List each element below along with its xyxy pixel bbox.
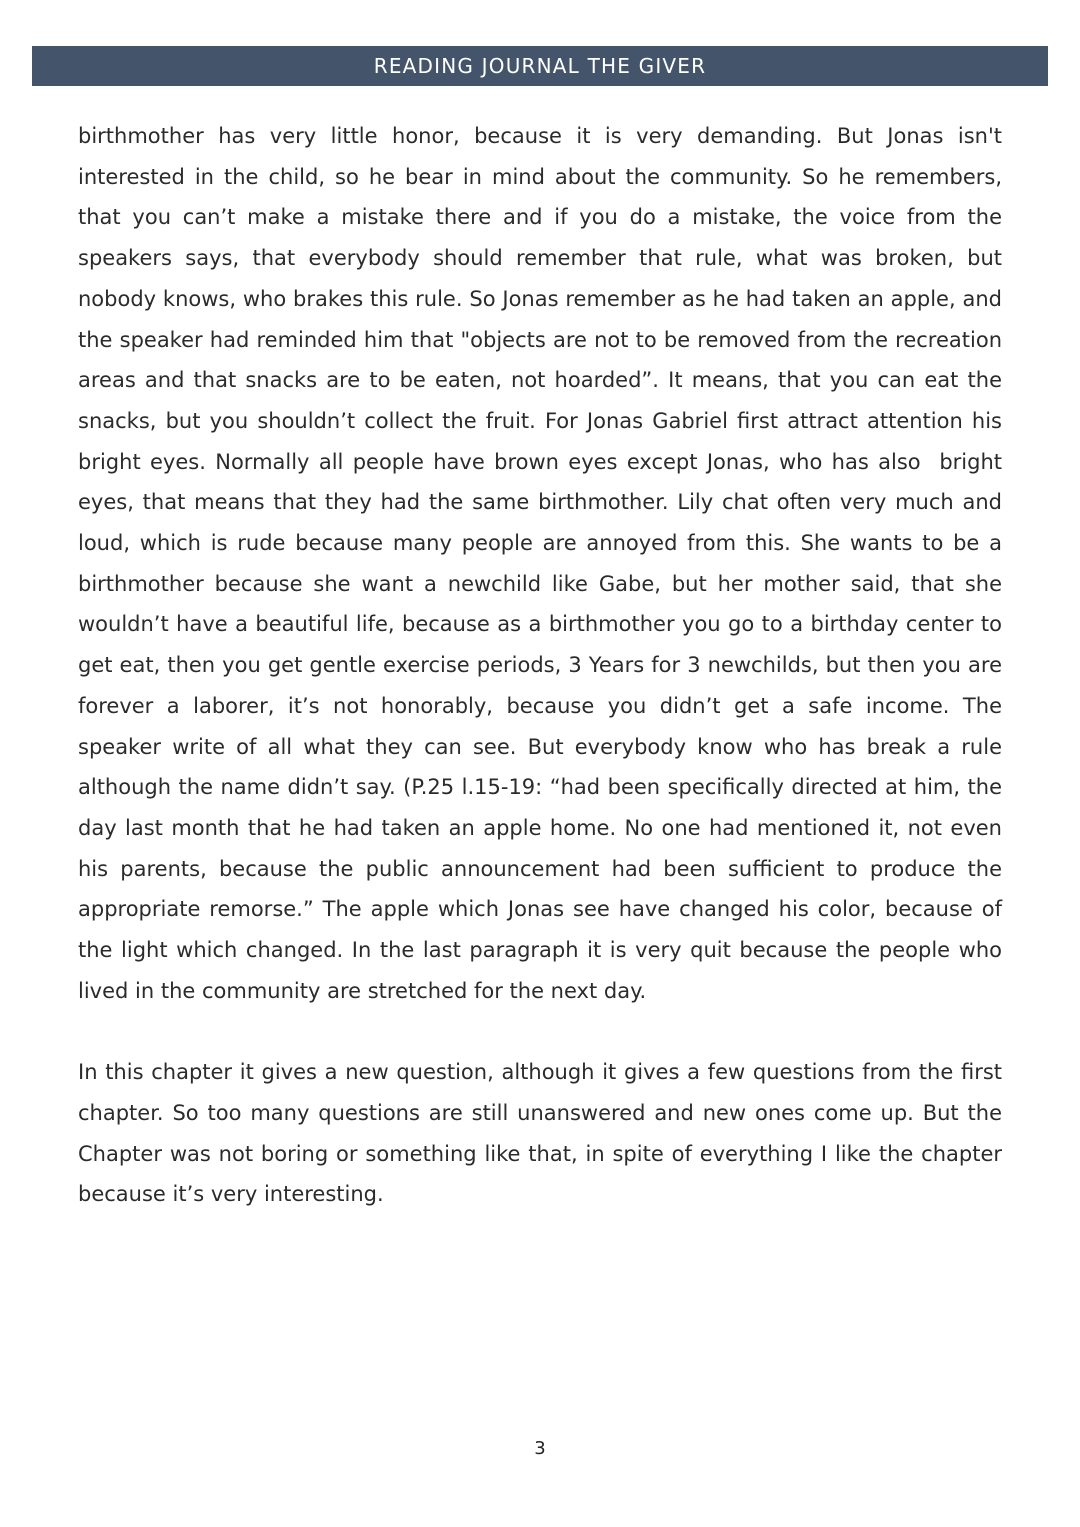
journal-body xyxy=(78,116,1016,1215)
header-bar xyxy=(32,46,1048,86)
document-title: READING JOURNAL THE GIVER xyxy=(373,54,707,78)
body-paragraph-2: In this chapter it gives a new question, although it gives a few questions from the first chapter. So too many questions are still unanswered and new ones come up. But the Chapter was not boring or something like that, in spite of everything I like the chapter because it’s very interesting. xyxy=(78,1060,1009,1207)
body-paragraph-1: birthmother has very little honor, because it is very demanding. But Jonas isn't interested in the child, so he bear in mind about the community. So he remembers, that you can’t make a mistake there and if you do a mistake, the voice from the speakers says, that everybody should remember that rule, what was broken, but nobody knows, who brakes this rule. So Jonas remember as he had taken an apple, and the speaker had reminded him that "objects are not to be removed from the recreation areas and that snacks are to be eaten, not hoarded”. It means, that you can eat the snacks, but you shouldn’t collect the fruit. For Jonas Gabriel first attract attention his bright eyes. Normally all people have brown eyes except Jonas, who has also bright eyes, that means that they had the same birthmother. Lily chat often very much and loud, which is rude because many people are annoyed from this. She wants to be a birthmother because she want a newchild like Gabe, but her mother said, that she wouldn’t have a beautiful life, because as a birthmother you go to a birthday center to get eat, then you get gentle exercise periods, 3 Years for 3 newchilds, but then you are forever a laborer, it’s not honorably, because you didn’t get a safe income. The speaker write of all what they can see. But everybody know who has break a rule although the name didn’t say. (P.25 l.15-19: “had been specifically directed at him, the day last month that he had taken an apple home. No one had mentioned it, not even his parents, because the public announcement had been sufficient to produce the appropriate remorse.” The apple which Jonas see have changed his color, because of the light which changed. In the last paragraph it is very quit because the people who lived in the community are stretched for the next day. xyxy=(78,124,1016,1003)
page-number: 3 xyxy=(534,1438,546,1459)
